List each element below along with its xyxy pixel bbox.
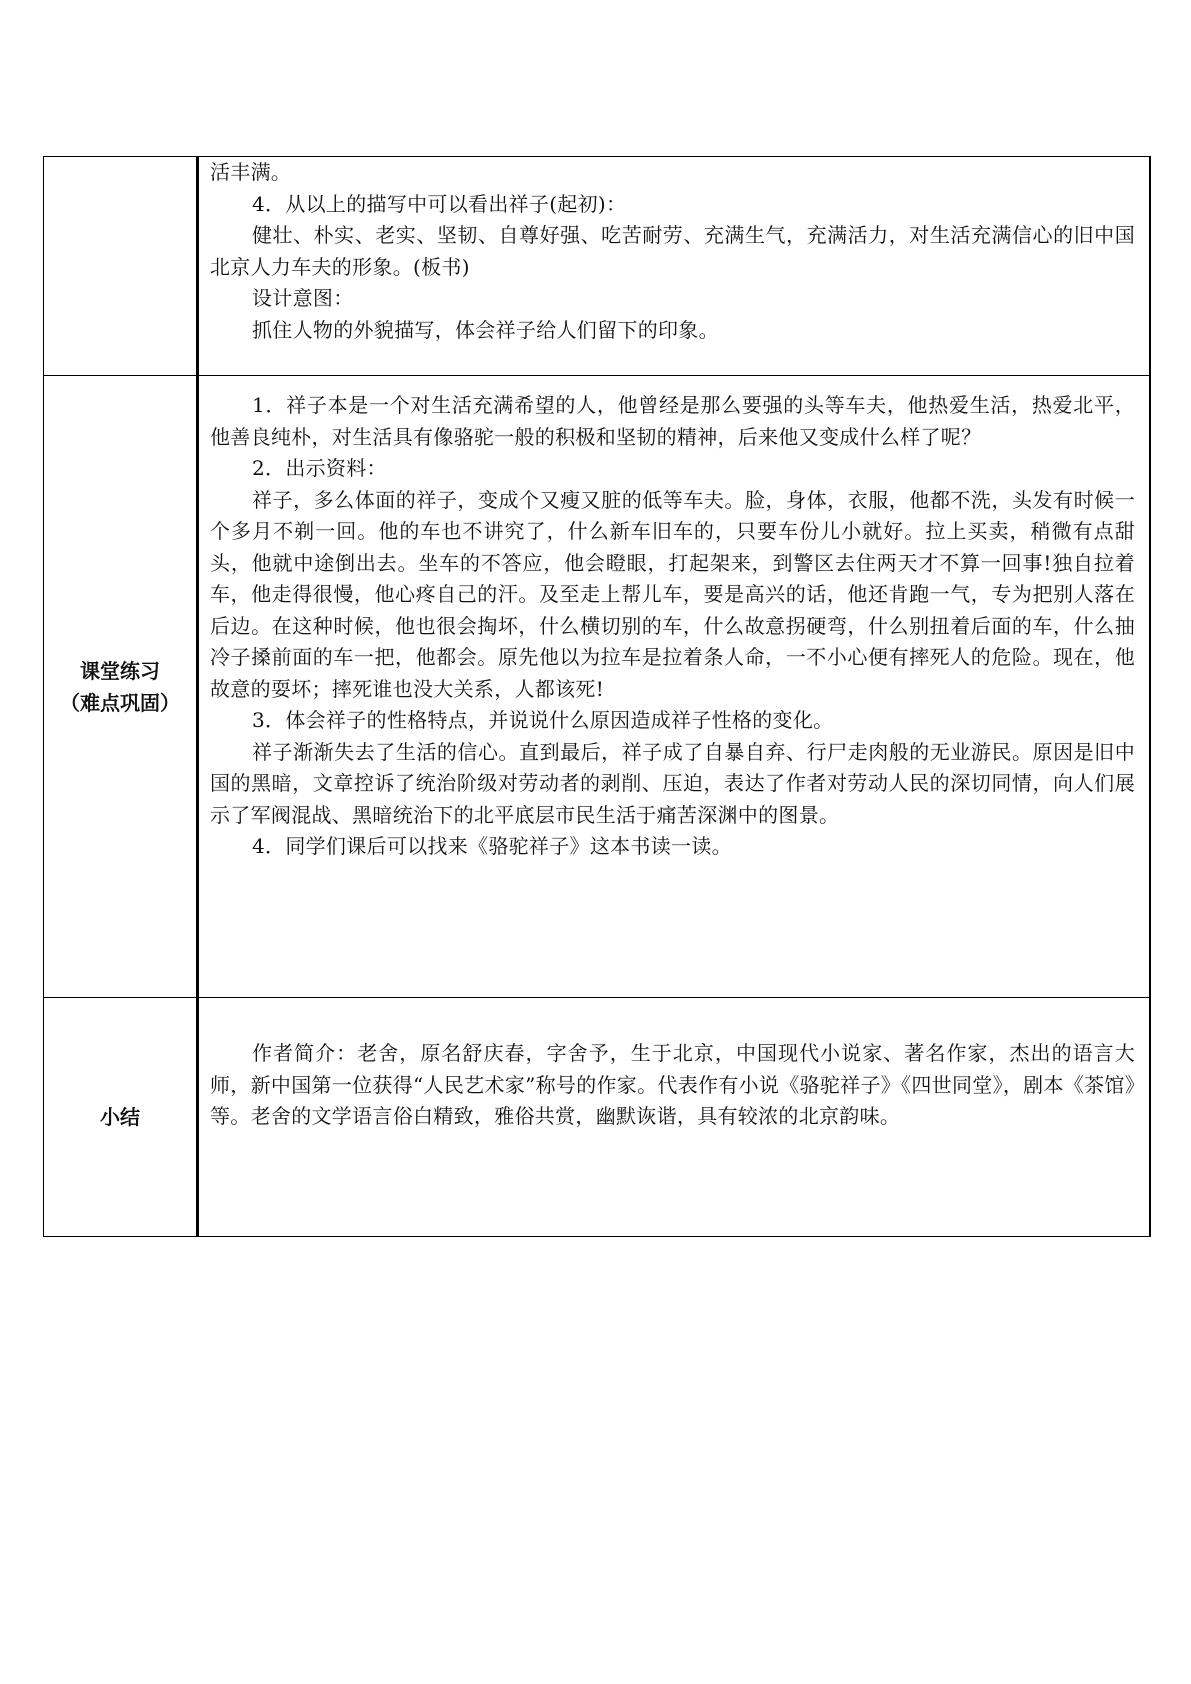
row-label-cell xyxy=(44,376,198,998)
paragraph: 2．出示资料： xyxy=(252,456,387,480)
paragraph: 活丰满。 xyxy=(210,160,292,184)
paragraph: 3．体会祥子的性格特点，并说说什么原因造成祥子性格的变化。 xyxy=(252,708,834,732)
paragraph: 抓住人物的外貌描写，体会祥子给人们留下的印象。 xyxy=(252,317,719,342)
paragraph: 健壮、朴实、老实、坚韧、自尊好强、吃苦耐劳、充满生气，充满活力，对生活充满信心的旧中国北京人力车夫的形象。(板书) xyxy=(210,223,1135,279)
row-content xyxy=(199,376,1149,863)
row-label-cell xyxy=(44,998,198,1237)
row-label-summary: 小结 xyxy=(100,1105,140,1129)
paragraph: 祥子渐渐失去了生活的信心。直到最后，祥子成了自暴自弃、行尸走肉般的无业游民。原因是旧中国的黑暗，文章控诉了统治阶级对劳动者的剥削、压迫，表达了作者对劳动人民的深切同情，向人们展示了军阀混战、黑暗统治下的北平底层市民生活于痛苦深渊中的图景。 xyxy=(210,739,1135,827)
row-content-cell xyxy=(198,376,1151,998)
row-content-cell xyxy=(198,157,1151,376)
paragraph: 祥子，多么体面的祥子，变成个又瘦又脏的低等车夫。脸，身体，衣服，他都不洗，头发有时候一个多月不剃一回。他的车也不讲究了，什么新车旧车的，只要车份儿小就好。拉上买卖，稍微有点甜头，他就中途倒出去。坐车的不答应，他会瞪眼，打起架来，到警区去住两天才不算一回事!独自拉着车，他走得很慢，他心疼自己的汗。及至走上帮儿车，要是高兴的话，他还肯跑一气，专为把别人落在后边。在这种时候，他也很会掏坏，什么横切别的车，什么故意拐硬弯，什么别扭着后面的车，什么抽冷子搡前面的车一把，他都会。原先他以为拉车是拉着条人命，一不小心便有摔死人的危险。现在，他故意的耍坏；摔死谁也没大关系，人都该死! xyxy=(210,487,1135,701)
row-content xyxy=(199,157,1149,346)
row-content xyxy=(199,998,1149,1133)
row-content-cell xyxy=(198,998,1151,1237)
paragraph: 4．从以上的描写中可以看出祥子(起初)： xyxy=(252,191,627,216)
row-label-cell xyxy=(44,157,198,376)
row-label-difficulty: （难点巩固） xyxy=(60,690,180,715)
paragraph: 设计意图： xyxy=(252,286,354,310)
paragraph: 1．祥子本是一个对生活充满希望的人，他曾经是那么要强的头等车夫，他热爱生活，热爱北平，他善良纯朴，对生活具有像骆驼一般的积极和坚韧的精神，后来他又变成什么样了呢？ xyxy=(210,393,1135,449)
table-row xyxy=(44,998,1151,1237)
paragraph: 4．同学们课后可以找来《骆驼祥子》这本书读一读。 xyxy=(252,834,732,858)
paragraph: 作者简介：老舍，原名舒庆春，字舍予，生于北京，中国现代小说家、著名作家，杰出的语言大师，新中国第一位获得“人民艺术家”称号的作家。代表作有小说《骆驼祥子》《四世同堂》，剧本《茶馆》等。老舍的文学语言俗白精致，雅俗共赏，幽默诙谐，具有较浓的北京韵味。 xyxy=(210,1041,1135,1128)
row-label-practice: 课堂练习 xyxy=(80,658,160,683)
lesson-plan-table xyxy=(43,156,1151,1237)
table-row xyxy=(44,376,1151,998)
table-row xyxy=(44,157,1151,376)
